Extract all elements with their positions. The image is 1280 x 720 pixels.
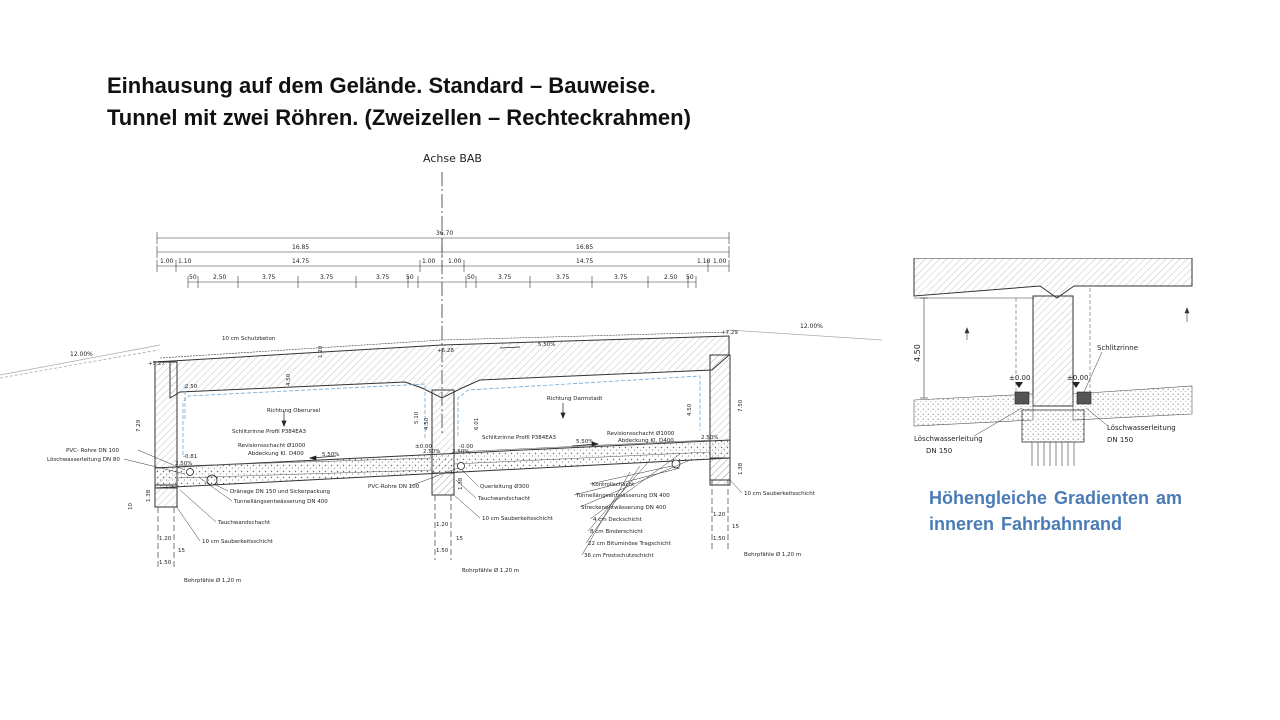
- lane-dim-l2: 3.75: [262, 274, 276, 281]
- detail-caption: [929, 485, 1182, 537]
- label-tauch-2: Tauchwandschacht: [478, 496, 531, 502]
- footing-right: [710, 458, 730, 480]
- cross-slope-right: 2.50%: [701, 435, 719, 441]
- lane-dim-r1: 3.75: [498, 274, 512, 281]
- label-quer: Querleitung Ø300: [480, 484, 530, 490]
- dim-edge-left: 1.00: [160, 258, 174, 265]
- lane-dim-r0: 50: [467, 274, 475, 281]
- slide-title: [107, 70, 691, 134]
- floor-slope-2: 5.50%: [576, 439, 594, 445]
- label-bohr-left: Bohrpfähle Ø 1,20 m: [184, 578, 242, 584]
- roof-slab: [155, 336, 729, 398]
- axis-label: Achse BAB: [423, 152, 482, 165]
- caption-line-2: inneren Fahrbahnrand: [929, 514, 1123, 534]
- detail-label-schlitzrinne: Schlitzrinne: [1097, 344, 1139, 352]
- cross-slope-cl: 2.50%: [423, 449, 441, 455]
- label-bohr-center: Bohrpfähle Ø 1,20 m: [462, 568, 520, 574]
- clear-h2: 5.10: [414, 411, 420, 424]
- label-richtung-darm: Richtung Darmstadt: [547, 396, 603, 402]
- label-deck: 4 cm Deckschicht: [593, 517, 642, 523]
- label-bohr-right: Bohrpfähle Ø 1,20 m: [744, 552, 802, 558]
- dim-inner-right: 14.75: [576, 258, 594, 265]
- slope-right: 12.00%: [800, 323, 823, 330]
- base-138-right: 1.38: [738, 462, 744, 475]
- caption-line-1: Höhengleiche Gradienten am: [929, 488, 1183, 508]
- title-line-2: Tunnel mit zwei Röhren. (Zweizellen – Rechteckrahmen): [107, 105, 691, 130]
- label-tunnelent-2: Tunnellängsentwässerung DN 400: [576, 493, 670, 499]
- haunch: 2.50: [185, 384, 198, 390]
- pipe-drain-left: [207, 475, 217, 485]
- label-bitum: 22 cm Bituminöse Tragschicht: [588, 541, 671, 547]
- lane-dim-l3: 3.75: [320, 274, 334, 281]
- cross-slope-left: 2.50%: [175, 461, 193, 467]
- base-138-center: 1.38: [458, 477, 464, 490]
- detail-roof-slab: [914, 258, 1192, 298]
- label-abdeckung-2: Abdeckung Kl. D400: [618, 438, 674, 444]
- detail-dim-height: 4.50: [913, 344, 922, 362]
- lane-dim-r4: 2.50: [664, 274, 678, 281]
- label-sauber-2: 10 cm Sauberkeitsschicht: [482, 516, 553, 522]
- title-line-1: Einhausung auf dem Gelände. Standard – Bauweise.: [107, 73, 656, 98]
- clear-h1: 4.50: [286, 373, 292, 386]
- lane-dim-l5: 50: [406, 274, 414, 281]
- roof-thickness: 1.20: [318, 345, 324, 358]
- pipe-center: [458, 463, 465, 470]
- detail-pile-cap: [1022, 410, 1084, 442]
- pile-15-left: 15: [178, 548, 185, 554]
- label-abdeckung-1: Abdeckung Kl. D400: [248, 451, 304, 457]
- base-138-left: 1.38: [146, 489, 152, 502]
- pile-w-right: 1.20: [713, 512, 726, 518]
- pile-w2-left: 1.50: [159, 560, 172, 566]
- label-kontroll: Kontrollschacht: [592, 482, 635, 488]
- dim-edge-center-left: 1.00: [422, 258, 436, 265]
- elev-right: +7.29: [721, 330, 738, 336]
- dim-total: 36.70: [436, 230, 454, 237]
- base-10-left: 10: [128, 503, 134, 510]
- dim-edge-right: 1.00: [713, 258, 727, 265]
- label-strecken: Streckenentwässerung DN 400: [581, 505, 667, 511]
- dim-half-left: 16.85: [292, 244, 310, 251]
- label-loesch-left: Löschwasserleitung DN 80: [47, 457, 120, 463]
- clear-h4: 4.50: [687, 403, 693, 416]
- label-schlitz-2: Schlitzrinne Profil P384EA3: [482, 435, 557, 441]
- detail-label-dn-right: DN 150: [1107, 436, 1134, 444]
- detail-elev-right: ±0.00: [1067, 374, 1089, 382]
- lane-dim-l4: 3.75: [376, 274, 390, 281]
- pile-w-center: 1.20: [436, 522, 449, 528]
- lane-dim-r5: 50: [686, 274, 694, 281]
- label-drainage: Dränage DN 150 und Sickerpackung: [230, 489, 330, 495]
- detail-drain-right: [1077, 392, 1091, 404]
- label-revision-2: Revisionsschacht Ø1000: [607, 431, 675, 437]
- detail-drawing: [912, 258, 1197, 468]
- detail-label-loesch-left: Löschwasserleitung: [914, 435, 983, 443]
- label-sauber-3: 10 cm Sauberkeitsschicht: [744, 491, 815, 497]
- dim-half-right: 16.85: [576, 244, 594, 251]
- lane-dim-r2: 3.75: [556, 274, 570, 281]
- label-pvc-left: PVC- Rohre DN 100: [66, 448, 119, 454]
- floor-slope-1: 5.50%: [322, 452, 340, 458]
- label-binder: 8 cm Binderschicht: [590, 529, 643, 535]
- pile-15-right: 15: [732, 524, 739, 530]
- lane-dim-r3: 3.75: [614, 274, 628, 281]
- cross-slope-cr: 2.50%: [452, 449, 470, 455]
- detail-drain-left: [1015, 392, 1029, 404]
- label-richtung-ober: Richtung Oberursel: [267, 408, 321, 414]
- dimension-chain: [157, 232, 729, 288]
- pipe-left: [187, 469, 194, 476]
- pile-w2-center: 1.50: [436, 548, 449, 554]
- detail-piles: [1032, 442, 1074, 466]
- dim-edge-center-right: 1.00: [448, 258, 462, 265]
- lane-dim-l0: 50: [189, 274, 197, 281]
- dim-110-right: 1.10: [697, 258, 711, 265]
- label-frost: 36 cm Frostschutzschicht: [584, 553, 654, 559]
- detail-wall: [1033, 296, 1073, 406]
- dim-inner-left: 14.75: [292, 258, 310, 265]
- clear-h5: 4.50: [424, 417, 430, 430]
- label-tunnelent-1: Tunnellängsentwässerung DN 400: [234, 499, 328, 505]
- elev-center: +6.28: [437, 348, 454, 354]
- height-right: 7.50: [738, 399, 744, 412]
- pile-w-left: 1.20: [159, 536, 172, 542]
- pile-w2-right: 1.50: [713, 536, 726, 542]
- height-left: 7.29: [136, 419, 142, 432]
- label-tauch-1: Tauchwandschacht: [218, 520, 271, 526]
- tunnel-structure: [155, 336, 730, 507]
- roof-slope: 5.50%: [538, 342, 556, 348]
- dim-110-left: 1.10: [178, 258, 192, 265]
- elev-floor-center-left: ±0.00: [415, 444, 432, 450]
- detail-elev-left: ±0.00: [1009, 374, 1031, 382]
- label-schutzbeton: 10 cm Schutzbeton: [222, 336, 276, 342]
- tunnel-cross-section-drawing: [0, 140, 900, 590]
- pipe-kontroll: [672, 460, 680, 468]
- elev-floor-left: -0.81: [183, 454, 198, 460]
- label-revision-1: Revisionsschacht Ø1000: [238, 443, 306, 449]
- label-sauber-1: 10 cm Sauberkeitsschicht: [202, 539, 273, 545]
- slope-left: 12.00%: [70, 351, 93, 358]
- lane-dim-l1: 2.50: [213, 274, 227, 281]
- clear-h3: 6.01: [474, 417, 480, 430]
- label-schlitz-1: Schlitzrinne Profil P384EA3: [232, 429, 307, 435]
- label-pvc-center: PVC-Rohre DN 100: [368, 484, 420, 490]
- footing-left: [155, 485, 177, 507]
- elev-floor-center-right: -0.00: [459, 444, 474, 450]
- detail-label-loesch-right: Löschwasserleitung: [1107, 424, 1176, 432]
- detail-label-dn-left: DN 150: [926, 447, 953, 455]
- elev-left: +5.27: [148, 361, 165, 367]
- pile-15-center: 15: [456, 536, 463, 542]
